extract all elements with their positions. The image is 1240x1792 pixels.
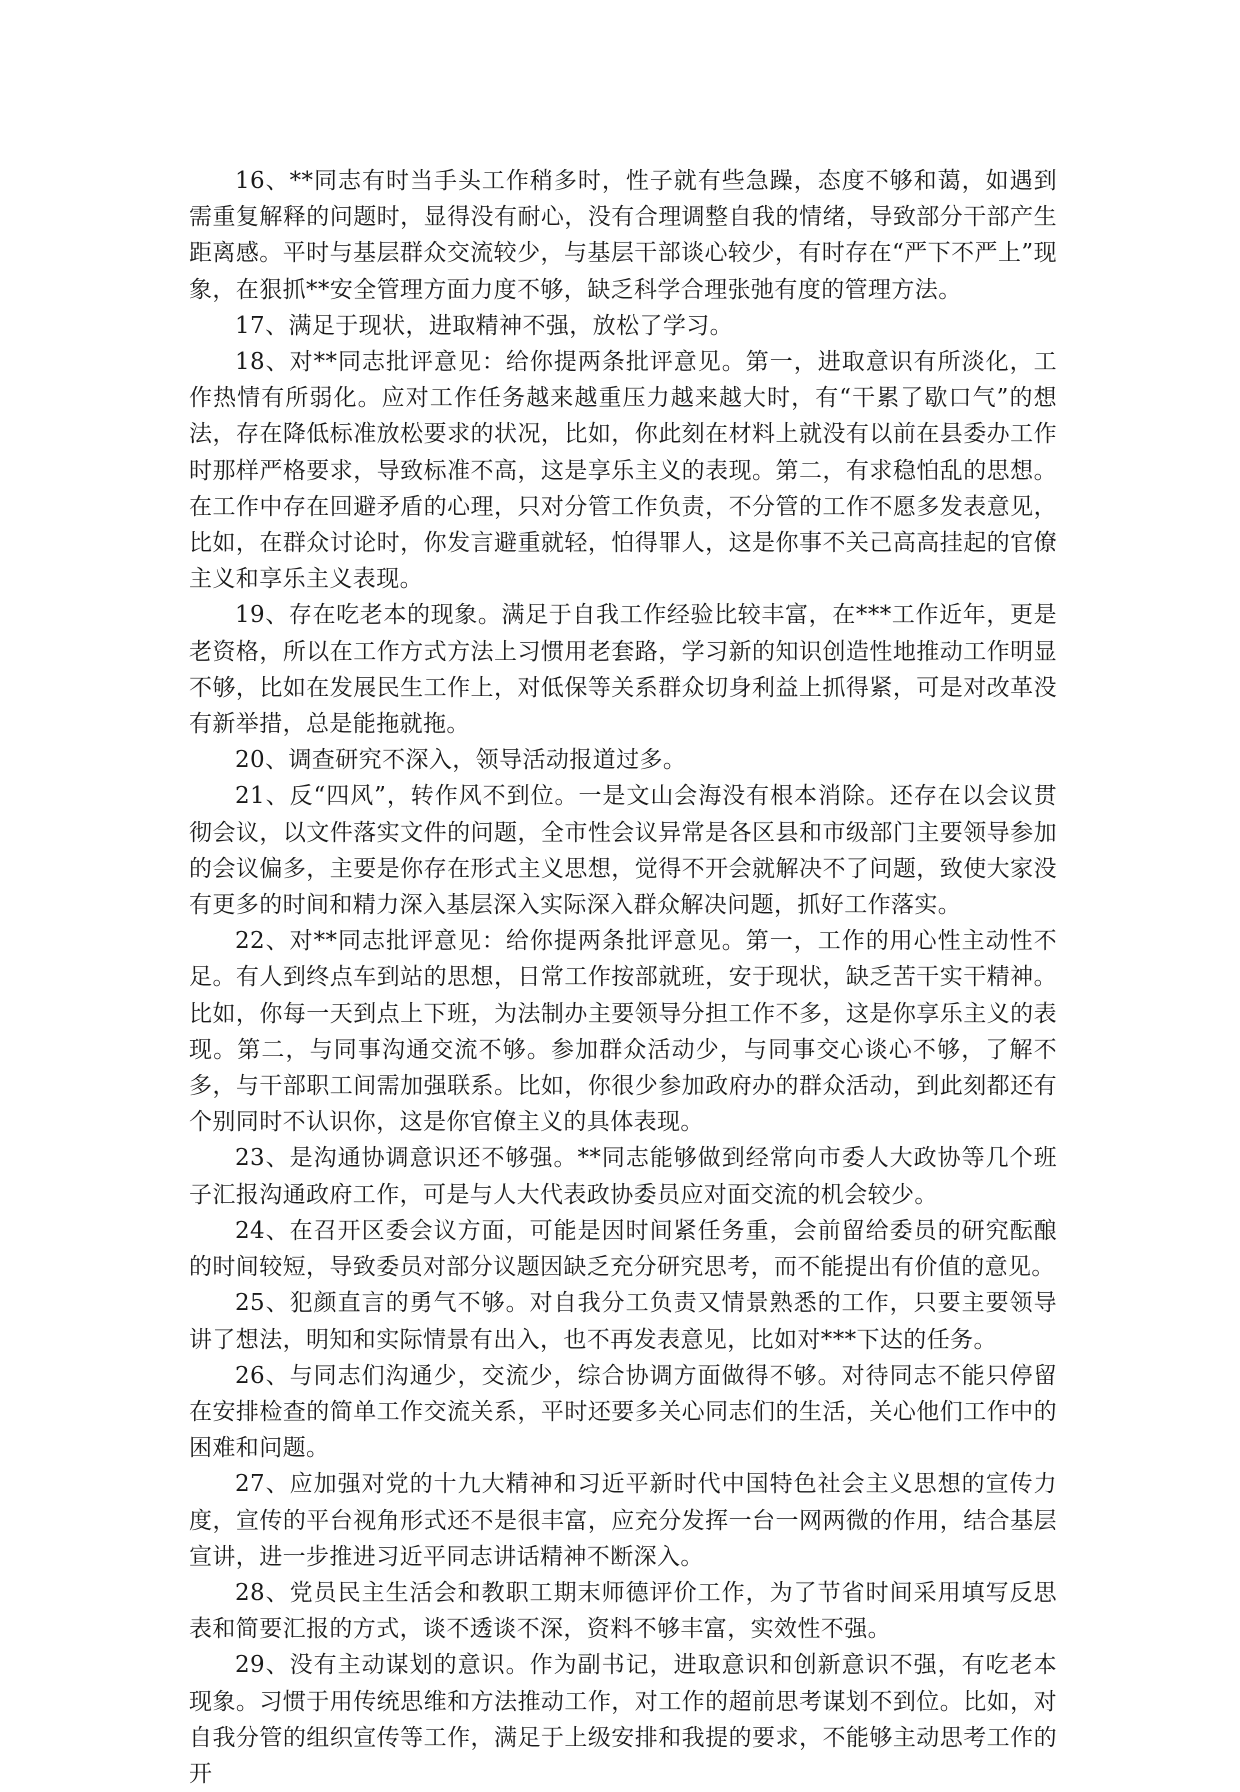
paragraph-19: 19、存在吃老本的现象。满足于自我工作经验比较丰富，在***工作近年，更是老资格，所以在工作方式方法上习惯用老套路，学习新的知识创造性地推动工作明显不够，比如在发展民生工作上，对低保等关系群众切身利益上抓得紧，可是对改革没有新举措，总是能拖就拖。 (189, 602, 1057, 738)
paragraph-26: 26、与同志们沟通少，交流少，综合协调方面做得不够。对待同志不能只停留在安排检查的简单工作交流关系，平时还要多关心同志们的生活，关心他们工作中的困难和问题。 (189, 1362, 1057, 1462)
paragraph-18: 18、对**同志批评意见：给你提两条批评意见。第一，进取意识有所淡化，工作热情有所弱化。应对工作任务越来越重压力越来越大时，有“干累了歇口气”的想法，存在降低标准放松要求的状况，比如，你此刻在材料上就没有以前在县委办工作时那样严格要求，导致标准不高，这是享乐主义的表现。第二，有求稳怕乱的思想。在工作中存在回避矛盾的心理，只对分管工作负责，不分管的工作不愿多发表意见，比如，在群众讨论时，你发言避重就轻，怕得罪人，这是你事不关己高高挂起的官僚主义和享乐主义表现。 (189, 349, 1057, 593)
paragraph-24: 24、在召开区委会议方面，可能是因时间紧任务重，会前留给委员的研究酝酿的时间较短，导致委员对部分议题因缺乏充分研究思考，而不能提出有价值的意见。 (189, 1217, 1057, 1281)
paragraph-25: 25、犯颜直言的勇气不够。对自我分工负责又情景熟悉的工作，只要主要领导讲了想法，明知和实际情景有出入，也不再发表意见，比如对***下达的任务。 (189, 1290, 1057, 1353)
paragraph-27: 27、应加强对党的十九大精神和习近平新时代中国特色社会主义思想的宣传力度，宣传的平台视角形式还不是很丰富，应充分发挥一台一网两微的作用，结合基层宣讲，进一步推进习近平同志讲话精神不断深入。 (189, 1471, 1057, 1570)
paragraph-29: 29、没有主动谋划的意识。作为副书记，进取意识和创新意识不强，有吃老本现象。习惯于用传统思维和方法推动工作，对工作的超前思考谋划不到位。比如，对自我分管的组织宣传等工作，满足于上级安排和我提的要求，不能够主动思考工作的开 (189, 1652, 1057, 1787)
paragraph-22: 22、对**同志批评意见：给你提两条批评意见。第一，工作的用心性主动性不足。有人到终点车到站的思想，日常工作按部就班，安于现状，缺乏苦干实干精神。比如，你每一天到点上下班，为法制办主要领导分担工作不多，这是你享乐主义的表现。第二，与同事沟通交流不够。参加群众活动少，与同事交心谈心不够，了解不多，与干部职工间需加强联系。比如，你很少参加政府办的群众活动，到此刻都还有个别同时不认识你，这是你官僚主义的具体表现。 (189, 928, 1057, 1136)
paragraph-17: 17、满足于现状，进取精神不强，放松了学习。 (235, 312, 734, 339)
paragraph-20: 20、调查研究不深入，领导活动报道过多。 (235, 747, 687, 774)
paragraph-28: 28、党员民主生活会和教职工期末师德评价工作，为了节省时间采用填写反思表和简要汇报的方式，谈不透谈不深，资料不够丰富，实效性不强。 (189, 1579, 1057, 1643)
paragraph-16: 16、**同志有时当手头工作稍多时，性子就有些急躁，态度不够和蔼，如遇到需重复解释的问题时，显得没有耐心，没有合理调整自我的情绪，导致部分干部产生距离感。平时与基层群众交流较少，与基层干部谈心较少，有时存在“严下不严上”现象，在狠抓**安全管理方面力度不够，缺乏科学合理张弛有度的管理方法。 (189, 168, 1057, 303)
paragraph-21: 21、反“四风”，转作风不到位。一是文山会海没有根本消除。还存在以会议贯彻会议，以文件落实文件的问题，全市性会议异常是各区县和市级部门主要领导参加的会议偏多，主要是你存在形式主义思想，觉得不开会就解决不了问题，致使大家没有更多的时间和精力深入基层深入实际深入群众解决问题，抓好工作落实。 (189, 783, 1057, 919)
document-page (189, 163, 1057, 1792)
paragraph-23: 23、是沟通协调意识还不够强。**同志能够做到经常向市委人大政协等几个班子汇报沟通政府工作，可是与人大代表政协委员应对面交流的机会较少。 (189, 1145, 1057, 1208)
